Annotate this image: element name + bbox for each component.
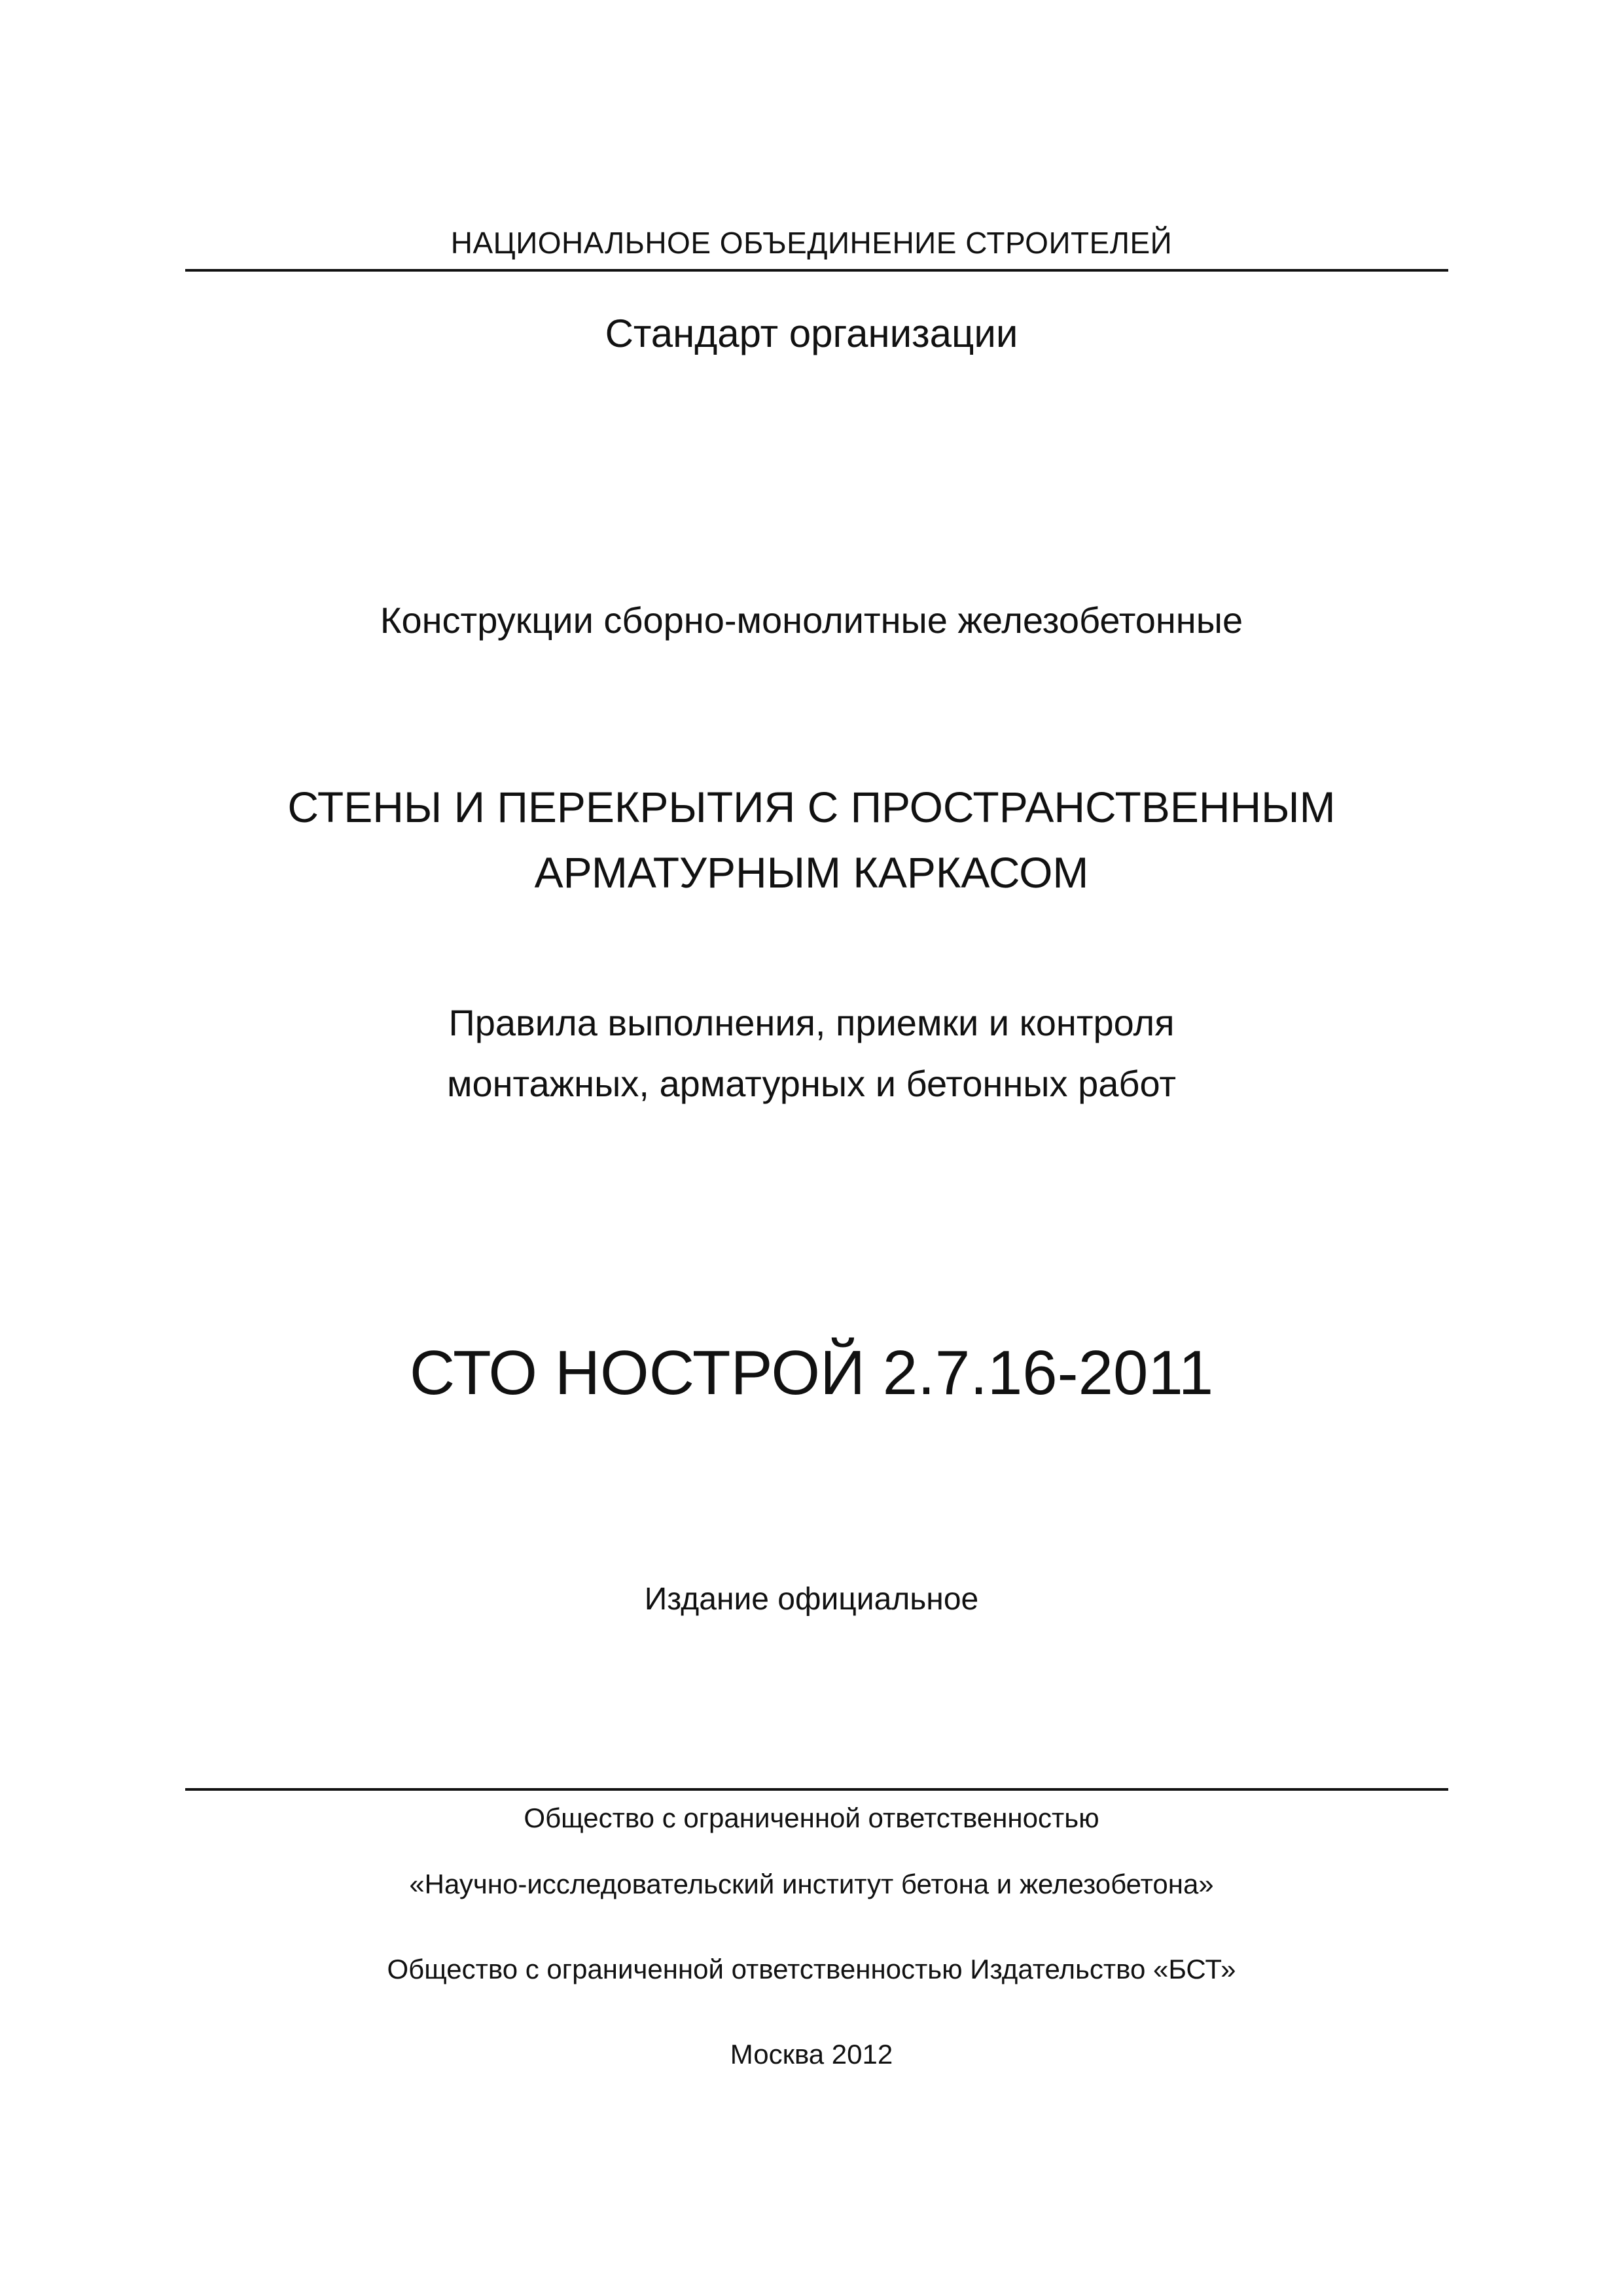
title-line-2: АРМАТУРНЫМ КАРКАСОМ (534, 848, 1089, 897)
top-divider (185, 269, 1448, 272)
edition-label: Издание официальное (644, 1582, 979, 1617)
subtitle-line-2: монтажных, арматурных и бетонных работ (446, 1063, 1177, 1104)
standard-type: Стандарт организации (605, 312, 1018, 355)
organization-name: НАЦИОНАЛЬНОЕ ОБЪЕДИНЕНИЕ СТРОИТЕЛЕЙ (450, 226, 1173, 260)
standard-code: СТО НОСТРОЙ 2.7.16-2011 (409, 1338, 1214, 1408)
document-subject: Конструкции сборно-монолитные железобетонные (380, 600, 1243, 641)
subtitle-line-1: Правила выполнения, приемки и контроля (448, 1002, 1175, 1043)
title-line-1: СТЕНЫ И ПЕРЕКРЫТИЯ С ПРОСТРАНСТВЕННЫМ (287, 783, 1336, 831)
publisher-line-3: Общество с ограниченной ответственностью Издательство «БСТ» (387, 1954, 1236, 1984)
publisher-line-2: «Научно-исследовательский институт бетона и железобетона» (409, 1869, 1214, 1899)
bottom-divider (185, 1788, 1448, 1791)
city-year: Москва 2012 (730, 2039, 893, 2070)
publisher-line-1: Общество с ограниченной ответственностью (524, 1803, 1099, 1833)
